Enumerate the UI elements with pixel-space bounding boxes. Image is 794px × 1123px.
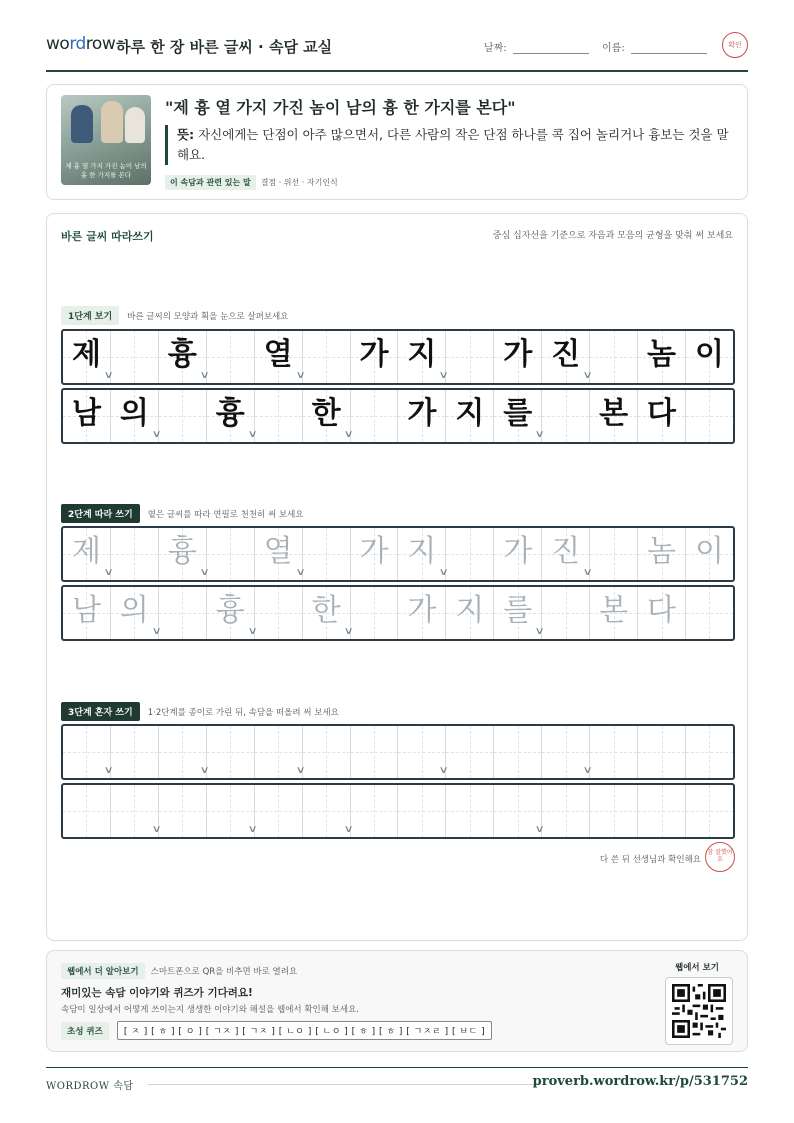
practice-hint: 중심 십자선을 기준으로 자음과 모음의 균형을 맞춰 써 보세요	[492, 231, 733, 241]
writing-cell[interactable]	[438, 726, 494, 778]
space-mark-icon: ∨	[582, 370, 593, 381]
cell-char: 지	[407, 337, 437, 372]
writing-cell[interactable]	[343, 785, 399, 837]
proverb-card	[46, 84, 748, 200]
grid-row-step3-line2[interactable]	[61, 783, 735, 839]
page-title: 하루 한 장 바른 글씨 · 속담 교실	[116, 38, 333, 56]
step2-badge: 2단계 따라 쓰기	[61, 504, 140, 523]
space-mark-icon: ∨	[247, 626, 258, 637]
logo-part: row	[85, 34, 116, 54]
good-job-stamp: 참 잘했어요	[705, 842, 735, 872]
footer-divider	[148, 1084, 538, 1085]
writing-cell[interactable]	[638, 528, 686, 580]
writing-cell[interactable]	[343, 587, 399, 639]
quiz-label: 초성 퀴즈	[61, 1022, 109, 1040]
figure-shape	[101, 101, 123, 143]
grid-row-step1-line1	[61, 329, 735, 385]
cell-char: 남	[71, 593, 101, 628]
meaning-text: 자신에게는 단점이 아주 많으면서, 다른 사람의 작은 단점 하나를 콕 집어 놀리거나 흉보는 것을 말해요.	[177, 127, 729, 162]
writing-cell[interactable]	[103, 726, 159, 778]
cell-char: 진	[551, 337, 581, 372]
cell-char: 가	[503, 534, 533, 569]
meaning-label: 뜻:	[177, 127, 195, 142]
step3-badge: 3단계 혼자 쓰기	[61, 702, 140, 721]
space-mark-icon: ∨	[343, 626, 354, 637]
space-mark-icon: ∨	[199, 370, 210, 381]
space-mark-icon: ∨	[295, 370, 306, 381]
cell-char: 한	[311, 396, 341, 431]
cell-char: 열	[263, 337, 293, 372]
cell-char: 흉	[215, 593, 245, 628]
name-line	[631, 44, 707, 54]
practice-title: 바른 글씨 따라쓰기	[61, 230, 154, 243]
writing-cell[interactable]	[590, 587, 638, 639]
web-headline: 재미있는 속담 이야기와 퀴즈가 기다려요!	[61, 987, 253, 999]
writing-cell[interactable]	[199, 528, 255, 580]
web-more-card	[46, 950, 748, 1052]
web-tag-desc: 스마트폰으로 QR을 비추면 바로 열려요	[150, 967, 298, 977]
writing-cell[interactable]	[247, 785, 303, 837]
writing-cell	[103, 331, 159, 383]
proverb-illustration	[61, 95, 151, 185]
grid-row-step1-line2	[61, 388, 735, 444]
writing-cell	[686, 331, 733, 383]
choseong-quiz	[61, 1021, 492, 1040]
space-mark-icon: ∨	[438, 567, 450, 578]
writing-cell	[686, 390, 733, 442]
writing-cell[interactable]	[638, 726, 686, 778]
cell-char: 본	[599, 396, 629, 431]
qr-label: 웹에서 보기	[674, 963, 719, 973]
space-mark-icon: ∨	[343, 429, 354, 440]
cell-char: 한	[311, 593, 341, 628]
cell-char: 진	[551, 534, 581, 569]
cell-char: 다	[647, 396, 677, 431]
space-mark-icon: ∨	[151, 429, 162, 440]
practice-section	[46, 213, 748, 941]
writing-cell[interactable]	[446, 785, 494, 837]
space-mark-icon: ∨	[438, 370, 450, 381]
writing-cell	[582, 331, 638, 383]
proverb-text: "제 흉 열 가지 가진 놈이 남의 흉 한 가지를 본다"	[165, 98, 516, 117]
writing-cell	[446, 390, 494, 442]
space-mark-icon: ∨	[103, 370, 114, 381]
cell-char: 가	[407, 396, 437, 431]
cell-char: 가	[359, 534, 389, 569]
step2-desc: 옅은 글씨를 따라 연필로 천천히 써 보세요	[147, 509, 304, 520]
writing-cell[interactable]	[398, 785, 446, 837]
space-mark-icon: ∨	[199, 567, 210, 578]
writing-cell	[438, 331, 494, 383]
space-mark-icon: ∨	[151, 824, 162, 835]
writing-cell[interactable]	[590, 785, 638, 837]
step2-label	[61, 504, 304, 523]
writing-cell	[638, 390, 686, 442]
cell-char: 를	[503, 396, 533, 431]
writing-cell[interactable]	[63, 587, 111, 639]
writing-cell[interactable]	[103, 528, 159, 580]
writing-cell[interactable]	[638, 587, 686, 639]
page-header	[46, 30, 748, 72]
writing-cell[interactable]	[351, 726, 399, 778]
writing-cell[interactable]	[295, 528, 351, 580]
grid-row-step2-line1[interactable]	[61, 526, 735, 582]
space-mark-icon: ∨	[343, 824, 354, 835]
cell-char: 흉	[167, 534, 197, 569]
writing-cell[interactable]	[438, 528, 494, 580]
quiz-answer-box[interactable]: [ ㅈ ] [ ㅎ ] [ ㅇ ] [ ㄱㅈ ] [ ㄱㅈ ] [ ㄴㅇ ] [ ㄴㅇ ] [ ㅎ ] [ ㅎ ] [ ㄱㅈㄹ ] [ ㅂㄷ ]	[117, 1021, 492, 1040]
cell-char: 의	[119, 396, 149, 431]
writing-cell[interactable]	[247, 587, 303, 639]
writing-cell[interactable]	[494, 528, 542, 580]
writing-cell[interactable]	[686, 587, 733, 639]
cell-char: 를	[503, 593, 533, 628]
check-note: 다 쓴 뒤 선생님과 확인해요	[599, 855, 701, 865]
grid-row-step3-line1[interactable]	[61, 724, 735, 780]
writing-cell	[343, 390, 399, 442]
writing-cell	[199, 331, 255, 383]
writing-cell[interactable]	[351, 528, 399, 580]
writing-cell[interactable]	[534, 785, 590, 837]
cell-char: 흉	[167, 337, 197, 372]
date-field[interactable]	[484, 39, 589, 54]
writing-cell	[295, 331, 351, 383]
footer-url[interactable]: proverb.wordrow.kr/p/531752	[532, 1074, 748, 1089]
space-mark-icon: ∨	[534, 824, 546, 835]
cell-char: 가	[359, 337, 389, 372]
step3-label	[61, 702, 339, 721]
writing-cell[interactable]	[534, 587, 590, 639]
logo-accent: rd	[69, 34, 86, 54]
cell-char: 남	[71, 396, 101, 431]
date-label: 날짜:	[484, 43, 507, 54]
footer-brand: WORDROW 속담	[46, 1081, 134, 1092]
writing-cell	[351, 331, 399, 383]
space-mark-icon: ∨	[247, 429, 258, 440]
figure-shape	[125, 107, 145, 143]
space-mark-icon: ∨	[582, 765, 593, 776]
cell-char: 의	[119, 593, 149, 628]
cell-char: 지	[455, 396, 485, 431]
space-mark-icon: ∨	[103, 567, 114, 578]
step1-label	[61, 306, 288, 325]
related-list: 결점 · 위선 · 자기인식	[260, 178, 338, 187]
related-label: 이 속담과 관련 있는 말	[165, 175, 256, 190]
cell-char: 지	[407, 534, 437, 569]
writing-cell	[151, 390, 207, 442]
writing-cell	[638, 331, 686, 383]
writing-cell	[247, 390, 303, 442]
space-mark-icon: ∨	[534, 626, 546, 637]
cell-char: 지	[455, 593, 485, 628]
space-mark-icon: ∨	[151, 626, 162, 637]
writing-cell	[590, 390, 638, 442]
web-tag-row	[61, 963, 297, 979]
proverb-meaning	[165, 125, 733, 165]
writing-cell[interactable]	[686, 785, 733, 837]
writing-cell[interactable]	[686, 726, 733, 778]
logo-part: wo	[46, 34, 70, 54]
writing-cell[interactable]	[199, 726, 255, 778]
space-mark-icon: ∨	[199, 765, 210, 776]
writing-cell[interactable]	[638, 785, 686, 837]
step1-desc: 바른 글씨의 모양과 획을 눈으로 살펴보세요	[127, 311, 289, 322]
date-line	[513, 44, 589, 54]
qr-code-icon	[672, 984, 726, 1038]
writing-cell[interactable]	[151, 785, 207, 837]
cell-char: 놈	[647, 337, 677, 372]
name-label: 이름:	[602, 43, 625, 54]
qr-code[interactable]	[665, 977, 733, 1045]
writing-cell[interactable]	[398, 587, 446, 639]
space-mark-icon: ∨	[295, 765, 306, 776]
space-mark-icon: ∨	[247, 824, 258, 835]
confirm-stamp: 확인	[722, 32, 748, 58]
web-desc: 속담이 일상에서 어떻게 쓰이는지 생생한 이야기와 해설을 웹에서 확인해 보세요.	[61, 1005, 359, 1015]
wordrow-logo[interactable]	[46, 34, 115, 54]
cell-char: 제	[71, 337, 101, 372]
page-footer	[46, 1067, 748, 1097]
name-field[interactable]	[602, 39, 707, 54]
cell-char: 흉	[215, 396, 245, 431]
cell-char: 열	[263, 534, 293, 569]
cell-char: 이	[694, 337, 724, 372]
related-words	[165, 175, 338, 190]
cell-char: 가	[407, 593, 437, 628]
space-mark-icon: ∨	[295, 567, 306, 578]
space-mark-icon: ∨	[103, 765, 114, 776]
step1-badge: 1단계 보기	[61, 306, 119, 325]
grid-row-step2-line2[interactable]	[61, 585, 735, 641]
writing-cell[interactable]	[295, 726, 351, 778]
writing-cell[interactable]	[63, 785, 111, 837]
cell-char: 본	[599, 593, 629, 628]
writing-cell[interactable]	[582, 528, 638, 580]
writing-cell[interactable]	[446, 587, 494, 639]
cell-char: 가	[503, 337, 533, 372]
cell-char: 놈	[647, 534, 677, 569]
writing-cell	[534, 390, 590, 442]
writing-cell	[398, 390, 446, 442]
writing-cell[interactable]	[582, 726, 638, 778]
figure-shape	[71, 105, 93, 143]
writing-cell[interactable]	[151, 587, 207, 639]
space-mark-icon: ∨	[438, 765, 450, 776]
cell-char: 제	[71, 534, 101, 569]
space-mark-icon: ∨	[582, 567, 593, 578]
web-tag: 웹에서 더 알아보기	[61, 963, 145, 979]
writing-cell	[494, 331, 542, 383]
illustration-caption: 제 흉 열 가지 가진 놈이 남의 흉 한 가지를 본다	[65, 162, 147, 179]
writing-cell[interactable]	[494, 726, 542, 778]
step3-desc: 1·2단계를 종이로 가린 뒤, 속담을 떠올려 써 보세요	[147, 707, 339, 718]
cell-char: 이	[694, 534, 724, 569]
cell-char: 다	[647, 593, 677, 628]
writing-cell	[63, 390, 111, 442]
writing-cell[interactable]	[686, 528, 733, 580]
space-mark-icon: ∨	[534, 429, 546, 440]
